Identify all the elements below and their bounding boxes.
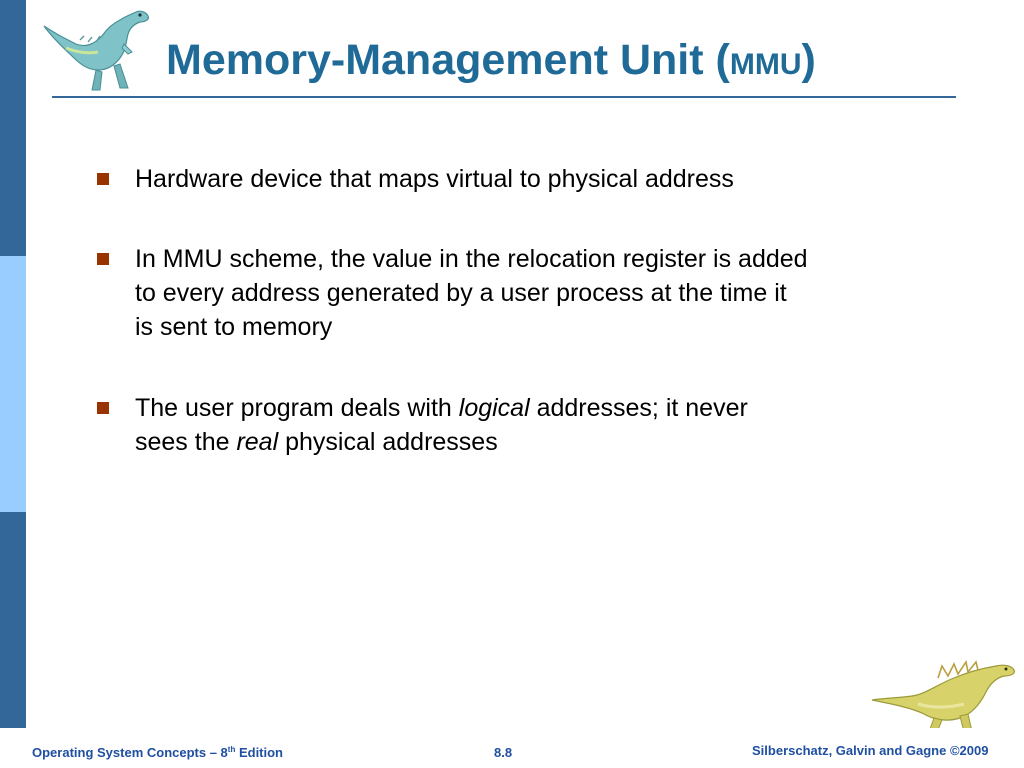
- square-bullet-icon: [97, 402, 109, 414]
- bullet-line: [135, 425, 905, 459]
- bullet-line-part: sees the: [135, 428, 237, 456]
- bullet-text: [135, 242, 905, 344]
- square-bullet-icon: [97, 173, 109, 185]
- slide-title: [166, 36, 816, 85]
- bullet-line-part: physical addresses: [278, 428, 498, 456]
- footer-book-title: [32, 745, 283, 760]
- title-divider: [52, 96, 956, 98]
- footer-authors: Silberschatz, Galvin and Gagne ©2009: [752, 743, 989, 758]
- footer-edition-superscript: th: [227, 745, 236, 754]
- emphasis-real: real: [236, 428, 279, 456]
- bullet-line: [135, 391, 905, 425]
- dinosaur-icon: [36, 4, 156, 96]
- left-side-bar: [0, 0, 26, 768]
- bullet-line: to every address generated by a user process at the time it: [135, 279, 787, 307]
- bullet-text: [135, 391, 905, 459]
- bullet-text: [135, 162, 905, 196]
- side-bar-highlight: [0, 256, 26, 512]
- square-bullet-icon: [97, 253, 109, 265]
- footer-slide-number: 8.8: [494, 745, 513, 760]
- emphasis-logical: logical: [458, 394, 530, 422]
- footer-book-title-text: Operating System Concepts – 8: [32, 745, 228, 760]
- title-main: Memory-Management Unit (: [166, 36, 730, 84]
- title-close: ): [801, 36, 816, 84]
- bullet-line-part: addresses; it never: [529, 394, 748, 422]
- title-abbreviation: MMU: [729, 48, 802, 81]
- bullet-line: In MMU scheme, the value in the relocation register is added: [135, 245, 808, 273]
- footer-edition-text: Edition: [235, 745, 284, 760]
- bullet-line-part: The user program deals with: [135, 394, 459, 422]
- bullet-line: Hardware device that maps virtual to physical address: [135, 165, 734, 193]
- bullet-line: is sent to memory: [135, 313, 333, 341]
